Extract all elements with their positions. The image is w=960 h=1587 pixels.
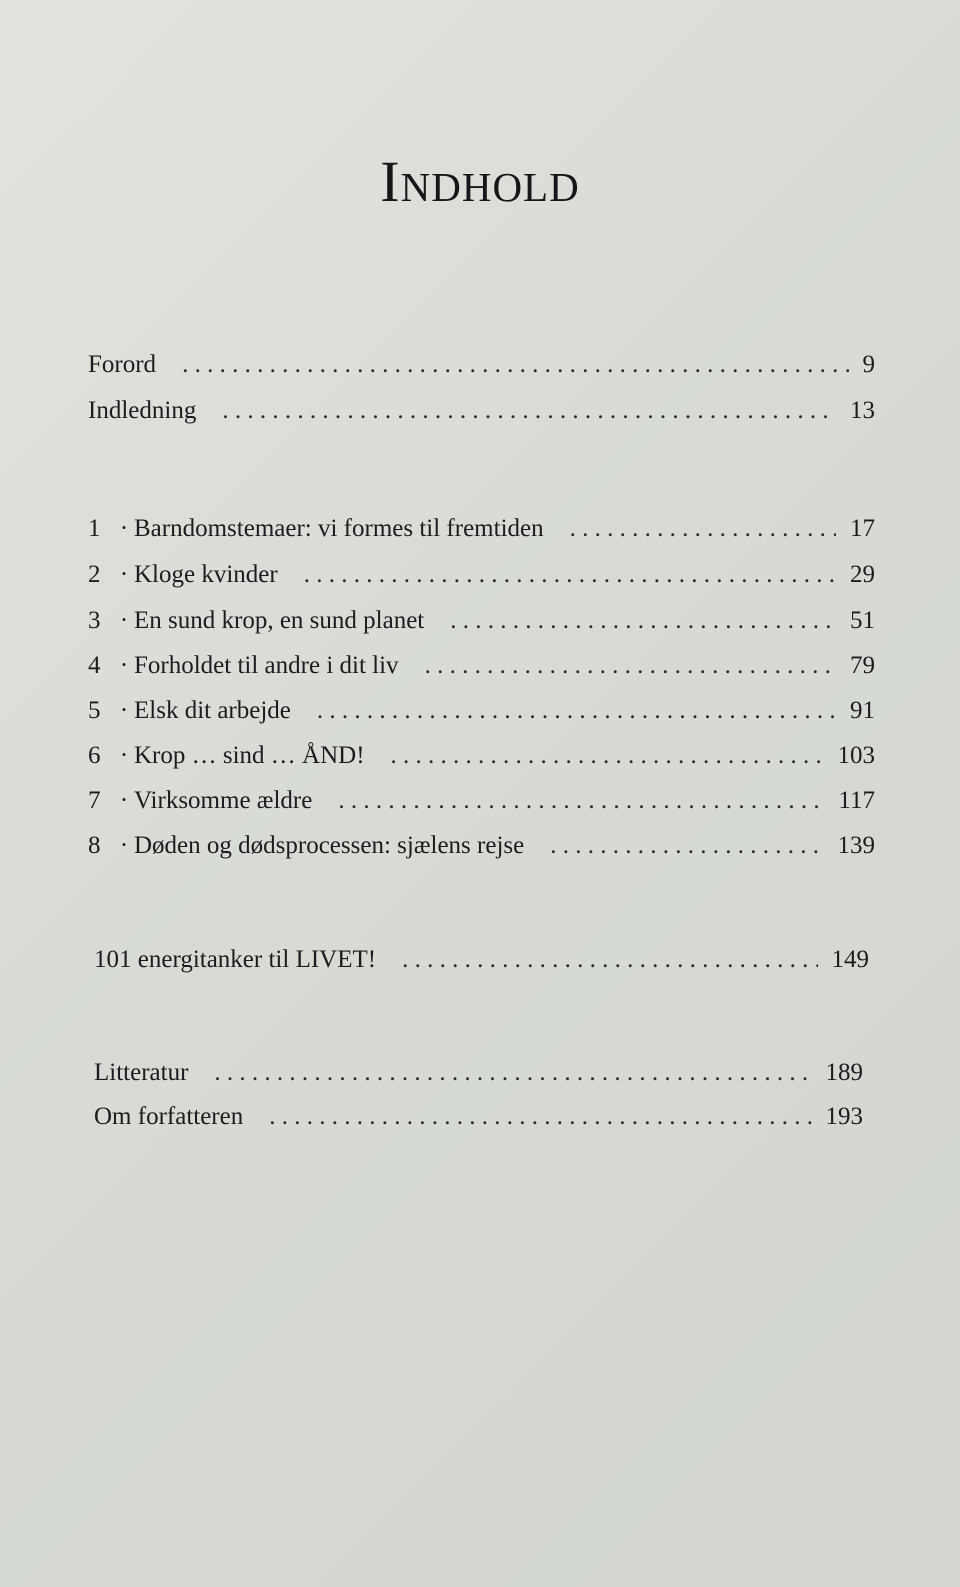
chapter-separator: · [119,652,129,679]
chapter-number: 1 [88,515,101,542]
toc-entry-indledning [88,397,875,433]
toc-leader-dots [214,1059,811,1087]
toc-leader-dots [402,946,817,974]
chapter-page: 91 [850,697,875,724]
toc-entry-litteratur [94,1059,863,1095]
chapter-number: 7 [88,787,101,814]
toc-entry-label: Litteratur [94,1059,189,1086]
toc-leader-dots [317,697,836,725]
toc-chapter-8 [88,832,875,868]
toc-leader-dots [550,832,823,860]
chapter-page: 117 [838,787,875,814]
chapter-page: 51 [850,607,875,634]
toc-entry-page: 193 [825,1103,863,1130]
toc-entry-page: 149 [831,946,869,973]
chapter-number: 8 [88,832,101,859]
toc-entry-om-forfatteren [94,1103,863,1139]
chapter-separator: · [119,515,129,542]
chapter-page: 139 [837,832,875,859]
chapter-page: 29 [850,561,875,588]
chapter-separator: · [119,832,129,859]
toc-chapter-4 [88,652,875,688]
toc-entry-energitanker [94,946,869,982]
toc-leader-dots [182,351,848,379]
chapter-title: Virksomme ældre [134,787,313,814]
toc-leader-dots [222,397,836,425]
chapter-separator: · [119,561,129,588]
toc-chapter-3 [88,607,875,643]
chapter-title: Krop … sind … ÅND! [134,742,365,769]
toc-leader-dots [570,515,836,543]
toc-chapter-5 [88,697,875,733]
toc-entry-label: Forord [88,351,157,378]
chapter-separator: · [119,787,129,814]
chapter-title: En sund krop, en sund planet [134,607,425,634]
toc-entry-label: Indledning [88,397,197,424]
chapter-separator: · [119,697,129,724]
toc-entry-forord [88,351,875,387]
chapter-number: 5 [88,697,101,724]
chapter-number: 6 [88,742,101,769]
chapter-number: 4 [88,652,101,679]
toc-leader-dots [391,742,824,770]
toc-entry-page: 9 [862,351,875,378]
chapter-separator: · [119,607,129,634]
toc-leader-dots [338,787,824,815]
toc-entry-page: 189 [825,1059,863,1086]
page-title: Indhold [380,149,580,214]
chapter-title: Forholdet til andre i dit liv [134,652,399,679]
toc-entry-page: 13 [850,397,875,424]
chapter-title: Elsk dit arbejde [134,697,291,724]
chapter-number: 3 [88,607,101,634]
toc-chapter-1 [88,515,875,551]
toc-leader-dots [450,607,836,635]
chapter-page: 103 [837,742,875,769]
chapter-page: 17 [850,515,875,542]
toc-leader-dots [425,652,836,680]
toc-entry-label: Om forfatteren [94,1103,244,1130]
toc-chapter-2 [88,561,875,597]
toc-chapter-6 [88,742,875,778]
toc-leader-dots [269,1103,811,1131]
chapter-title: Døden og dødsprocessen: sjælens rejse [134,832,525,859]
chapter-number: 2 [88,561,101,588]
chapter-separator: · [119,742,129,769]
toc-chapter-7 [88,787,875,823]
toc-leader-dots [304,561,836,589]
chapter-page: 79 [850,652,875,679]
chapter-title: Kloge kvinder [134,561,278,588]
toc-entry-label: 101 energitanker til LIVET! [94,946,377,973]
chapter-title: Barndomstemaer: vi formes til fremtiden [134,515,544,542]
